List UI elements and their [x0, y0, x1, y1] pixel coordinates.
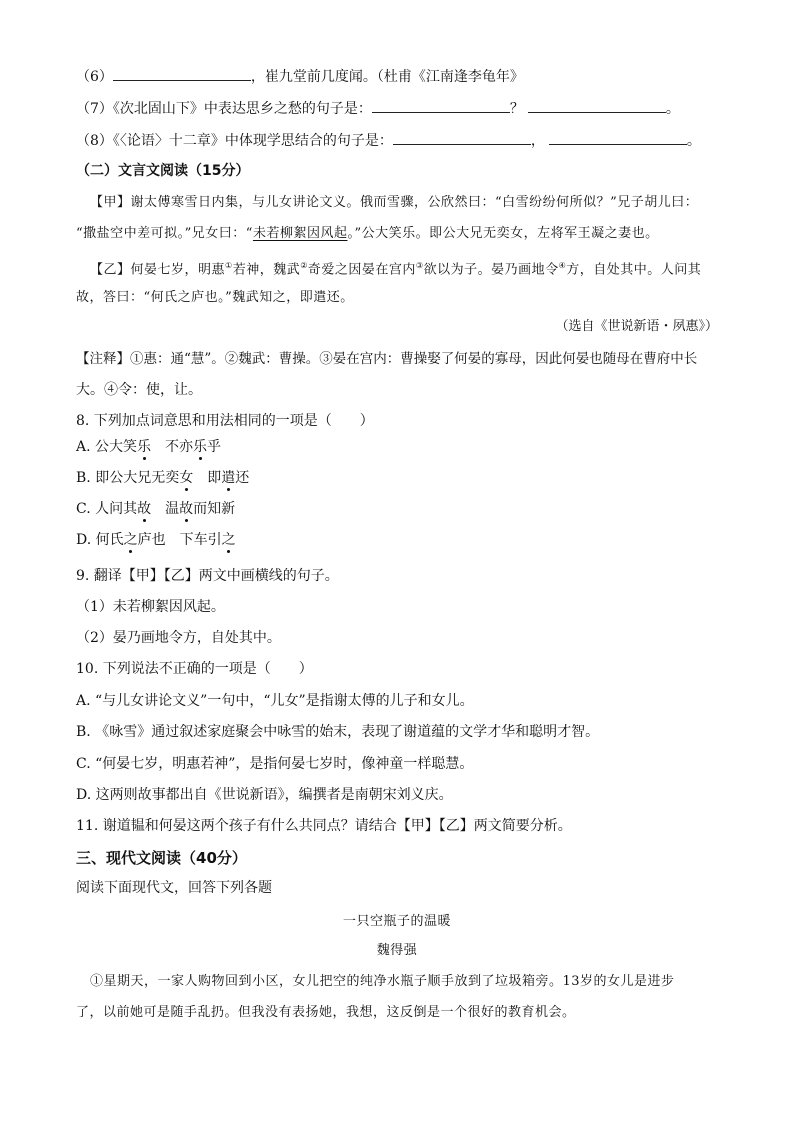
q7-label: （7）《次北固山下》中表达思乡之愁的句子是： — [76, 101, 372, 117]
dotted-char: 女 — [179, 470, 194, 486]
option-text: C. 人问其 — [76, 501, 138, 517]
article-author: 魏得强 — [376, 943, 418, 958]
answer-blank[interactable] — [372, 98, 510, 113]
dotted-char: 遣 — [221, 470, 236, 486]
dotted-char: 故 — [137, 501, 152, 517]
paragraph-1-line-1: ①星期天，一家人购物回到小区，女儿把空的纯净水瓶子顺手放到了垃圾箱旁。13岁的女儿是进步 — [90, 974, 675, 989]
option-text: 乎 — [207, 439, 222, 455]
q10-option-a[interactable]: A. “与儿女讲论文义”一句中，“儿女”是指谢太傅的儿子和女儿。 — [76, 693, 474, 709]
yi-text: 方，自处其中。人问其 — [566, 262, 702, 278]
option-text: 还 — [235, 470, 250, 486]
article-title: 一只空瓶子的温暖 — [342, 914, 451, 929]
q6-text: ，崔九堂前几度闻。（杜甫《江南逢李龟年》 — [250, 69, 524, 85]
option-text: 而知新 — [193, 501, 236, 517]
q8-option-c[interactable] — [76, 499, 235, 519]
q10-option-c[interactable]: C. “何晏七岁，明惠若神”，是指何晏七岁时，像神童一样聪慧。 — [76, 756, 474, 772]
q8-label: （8）《〈论语〉十二章》中体现学思结合的句子是： — [76, 133, 393, 149]
yi-text: 若神，魏武 — [232, 262, 301, 278]
dotted-char: 乐 — [193, 439, 208, 455]
fill-q7 — [76, 98, 680, 119]
annotation-line-2: 大。④令：使，让。 — [76, 382, 202, 398]
jia-line-2-b: 。”公大笑乐。即公大兄无奕女，左将军王凝之妻也。 — [347, 226, 659, 241]
q8-option-b[interactable] — [76, 468, 249, 488]
option-text: 即 — [193, 470, 222, 486]
dotted-char: 之 — [221, 532, 236, 548]
dotted-char: 故 — [179, 501, 194, 517]
q7-end: 。 — [665, 101, 680, 117]
dotted-char: 乐 — [137, 439, 152, 455]
option-text: 温 — [151, 501, 180, 517]
fill-q8 — [76, 130, 701, 151]
option-text: A. 公大笑 — [76, 439, 138, 455]
option-text: B. 即公大兄无奕 — [76, 470, 180, 486]
answer-blank[interactable] — [549, 130, 687, 145]
answer-blank[interactable] — [113, 66, 251, 81]
q9-stem: 9. 翻译【甲】【乙】两文中画横线的句子。 — [76, 568, 339, 584]
option-text: 不亦 — [151, 439, 194, 455]
answer-blank[interactable] — [393, 130, 531, 145]
q10-option-d[interactable]: D. 这两则故事都出自《世说新语》，编撰者是南朝宋刘义庆。 — [76, 787, 453, 803]
section3-heading: 三、现代文阅读（40分） — [76, 849, 247, 867]
paragraph-1-line-2: 了，以前她可是随手乱扔。但我没有表扬她，我想，这反倒是一个很好的教育机会。 — [76, 1005, 576, 1020]
jia-line-2-a: “撒盐空中差可拟。”兄女曰：“ — [76, 226, 253, 241]
section2-heading: （二）文言文阅读（15分） — [76, 163, 250, 179]
yi-line-1 — [90, 256, 701, 280]
yi-text: 【乙】何晏七岁，明惠 — [90, 262, 226, 278]
q9-sentence-2: （2）晏乃画地令方，自处其中。 — [76, 630, 281, 646]
footnote-ref: ① — [225, 261, 233, 270]
footnote-ref: ④ — [558, 261, 567, 270]
q8-end: 。 — [686, 133, 701, 149]
underlined-sentence: 未若柳絮因风起 — [252, 226, 348, 241]
jia-line-1: 【甲】谢太傅寒雪日内集，与儿女讲论文义。俄而雪骤，公欣然曰：“白雪纷纷何所似？”兄子胡儿曰： — [90, 195, 699, 210]
annotation-line-1: 【注释】①惠：通“慧”。②魏武：曹操。③晏在宫内：曹操娶了何晏的寡母，因此何晏也随母在曹府中长 — [76, 351, 698, 367]
q6-label: （6） — [76, 69, 113, 85]
yi-text: 欲以为子。晏乃画地令 — [423, 262, 559, 278]
option-text: D. 何氏 — [76, 532, 124, 548]
jia-line-2 — [76, 224, 659, 244]
dotted-char: 之 — [123, 532, 138, 548]
q11-stem: 11. 谢道韫和何晏这两个孩子有什么共同点？请结合【甲】【乙】两文简要分析。 — [76, 818, 572, 834]
q8-option-a[interactable] — [76, 437, 221, 457]
q10-stem: 10. 下列说法不正确的一项是（ ） — [76, 661, 313, 677]
option-text: 庐也 下车引 — [137, 532, 222, 548]
q8-option-d[interactable] — [76, 530, 236, 550]
q10-option-b[interactable]: B. 《咏雪》通过叙述家庭聚会中咏雪的始末，表现了谢道蕴的文学才华和聪明才智。 — [76, 724, 600, 740]
section3-intro: 阅读下面现代文，回答下列各题 — [76, 880, 272, 896]
yi-line-2: 故，答曰：“何氏之庐也。”魏武知之，即遣还。 — [76, 290, 354, 305]
fill-q6 — [76, 66, 524, 87]
footnote-ref: ② — [300, 261, 308, 270]
q9-sentence-1: （1）未若柳絮因风起。 — [76, 599, 225, 615]
q7-sep: ？ — [509, 101, 524, 117]
answer-blank[interactable] — [528, 98, 666, 113]
yi-text: 奇爱之因晏在宫内 — [307, 262, 416, 278]
footnote-ref: ③ — [415, 261, 424, 270]
q8-stem: 8. 下列加点词意思和用法相同的一项是（ ） — [76, 413, 374, 429]
q8-sep: ， — [530, 133, 545, 149]
source-citation: （选自《世说新语・夙惠》） — [555, 319, 718, 334]
